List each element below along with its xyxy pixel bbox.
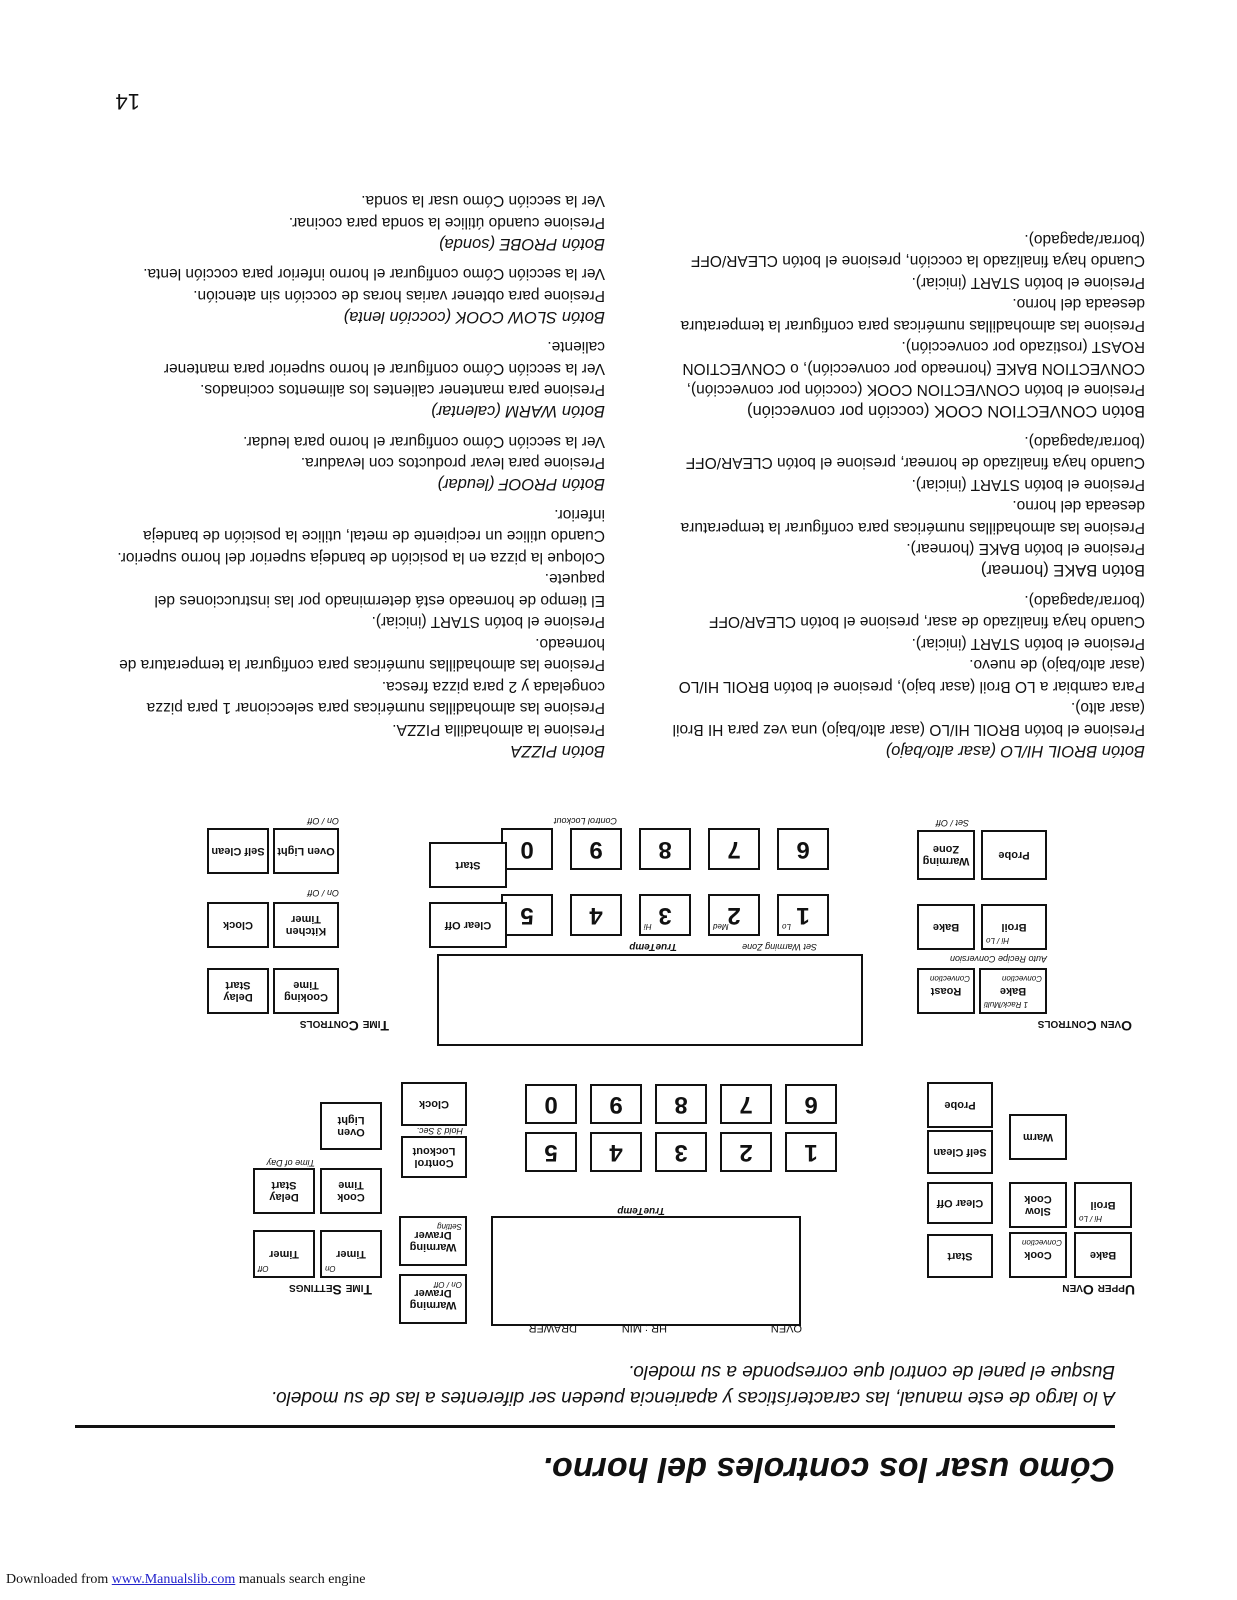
digit-c-key-2[interactable] xyxy=(639,894,691,936)
left-column xyxy=(655,229,1145,771)
section-line: Presione para obtener varias horas de cocción sin atención. xyxy=(193,287,605,304)
convection-roast-label: Roast xyxy=(930,985,962,997)
digit-b-key-0[interactable] xyxy=(785,1084,837,1124)
digit-a-digit: 3 xyxy=(674,1139,688,1166)
on-off-caption: On / Off xyxy=(307,888,339,898)
bake-key-2[interactable]: Bake xyxy=(917,904,975,950)
section-line: Cuando haya finalizado de asar, presione el botón CLEAR/OFF (borrar/apagado). xyxy=(709,592,1145,631)
digit-b-key-1[interactable] xyxy=(720,1084,772,1124)
clear-off-key-2[interactable]: Clear Off xyxy=(429,902,507,948)
digit-a-key-2[interactable] xyxy=(655,1132,707,1172)
digit-a-digit: 4 xyxy=(609,1139,623,1166)
self-clean-key[interactable]: Self Clean xyxy=(927,1130,993,1174)
set-off-caption: Set / Off xyxy=(935,818,969,828)
section-line: Presione el botón BROIL HI/LO (asar alto/bajo) una vez para HI Broil (asar alto). xyxy=(672,699,1145,738)
right-column xyxy=(115,190,605,770)
digit-a-key-4[interactable] xyxy=(525,1132,577,1172)
digit-b-digit: 7 xyxy=(739,1091,753,1118)
section-line: Presione las almohadillas numéricas para configurar la temperatura de horneado. xyxy=(119,635,605,674)
section-line: Coloque la pizza en la posición de bandeja superior del horno superior. Cuando utilice un recipiente de metal, utilice la posición de bandeja inferior. xyxy=(117,506,605,566)
broil-sub-2: Hi / Lo xyxy=(986,936,1010,945)
digit-a-digit: 5 xyxy=(544,1139,558,1166)
digit-b-digit: 0 xyxy=(544,1091,558,1118)
digit-a-key-3[interactable] xyxy=(590,1132,642,1172)
footer-link[interactable]: www.Manualslib.com xyxy=(111,1572,236,1587)
broil-label: Broil xyxy=(1090,1199,1116,1211)
page-number: 14 xyxy=(115,89,140,114)
time-of-day: Time of Day xyxy=(266,1158,315,1168)
section-line: Presione el botón START (iniciar). xyxy=(371,613,605,631)
set-warming-zone: Set Warming Zone xyxy=(742,942,817,952)
section-line: Presione las almohadillas numéricas para seleccionar 1 para pizza congelada y 2 para pizza fresca. xyxy=(146,678,605,717)
group-label-time-controls: Time Controls xyxy=(299,1018,389,1034)
convection-bake-sub: 1 Rack/Multi xyxy=(984,1000,1029,1009)
page-title: Cómo usar los controles del horno. xyxy=(542,1450,1115,1488)
timer-off-key[interactable] xyxy=(253,1230,315,1278)
label-hr-min: HR : MIN xyxy=(621,1322,667,1334)
section-line: Cuando haya finalizado de hornear, presione el botón CLEAR/OFF (borrar/apagado). xyxy=(685,433,1145,472)
digit-d-digit: 0 xyxy=(520,836,534,863)
digit-c-key-4[interactable] xyxy=(501,894,553,936)
section-line: Ver la sección Cómo usar la sonda. xyxy=(361,192,605,210)
digit-c-digit: 3 xyxy=(658,902,672,929)
section-heading: Botón BAKE (hornear) xyxy=(980,561,1145,580)
timer-on-key[interactable] xyxy=(320,1230,382,1278)
oven-light-key-2[interactable]: Oven Light xyxy=(273,828,339,874)
warming-drawer-onoff-label: Warming Drawer xyxy=(409,1287,457,1311)
section-heading: Botón PROBE (sonda) xyxy=(439,235,605,253)
digit-c-key-1[interactable] xyxy=(708,894,760,936)
warming-zone-key[interactable]: Warming Zone xyxy=(917,830,975,880)
delay-start-key[interactable]: Delay Start xyxy=(253,1168,315,1214)
digit-b-digit: 9 xyxy=(609,1091,623,1118)
display-window xyxy=(491,1216,801,1326)
group-label-upper-oven: Upper Oven xyxy=(1062,1282,1135,1298)
digit-b-digit: 6 xyxy=(804,1091,818,1118)
section-heading: Botón WARM (calentar) xyxy=(431,402,605,421)
digit-d-digit: 8 xyxy=(658,836,672,863)
label-oven: OVEN xyxy=(770,1322,802,1334)
section-line: Presione las almohadillas numéricas para configurar la temperatura deseada del horno. xyxy=(680,497,1145,536)
timer-on-label: Timer xyxy=(336,1248,366,1260)
section-heading: Botón PROOF (leudar) xyxy=(437,475,605,494)
truetemp-logo: TrueTemp xyxy=(617,1205,665,1216)
warm-key[interactable]: Warm xyxy=(1009,1114,1067,1160)
section-line: Ver la sección Cómo configurar el horno superior para mantener caliente. xyxy=(163,338,605,377)
display-window-2 xyxy=(437,954,863,1046)
digit-c-digit: 1 xyxy=(796,902,810,929)
digit-c-sub: Med xyxy=(713,922,729,931)
digit-c-digit: 4 xyxy=(589,902,603,929)
section-line: Presione cuando útilice la sonda para cocinar. xyxy=(288,214,605,231)
hold-3-sec: Hold 3 Sec. xyxy=(416,1126,463,1136)
timer-off-label: Timer xyxy=(269,1248,299,1260)
digit-a-digit: 2 xyxy=(739,1139,753,1166)
digit-b-key-4[interactable] xyxy=(525,1084,577,1124)
convection-bake-label: Bake xyxy=(999,985,1027,997)
section-heading: Botón BROIL HI/LO (asar alto/bajo) xyxy=(885,742,1145,760)
label-drawer: DRAWER xyxy=(528,1322,577,1334)
digit-d-key-4[interactable] xyxy=(501,828,553,870)
kitchen-timer-key[interactable]: Kitchen Timer xyxy=(273,902,339,948)
section-line: Presione para levar productos con levadura. xyxy=(300,454,605,472)
section-heading: Botón CONVECTION COOK (cocción por convección) xyxy=(747,402,1145,421)
digit-c-sub: Hi xyxy=(644,922,652,931)
digit-b-key-3[interactable] xyxy=(590,1084,642,1124)
intro-text xyxy=(75,1358,1115,1410)
convection-roast-key[interactable] xyxy=(917,968,975,1014)
auto-recipe-conversion: Auto Recipe Conversion xyxy=(949,954,1047,964)
on-off-caption-2: On / Off xyxy=(307,816,339,826)
digit-c-digit: 5 xyxy=(520,902,534,929)
section-line: Presione las almohadillas numéricas para configurar la temperatura deseada del horno. xyxy=(680,295,1145,334)
section-line: Ver la sección Cómo configurar el horno inferior para cocción lenta. xyxy=(143,265,605,283)
convection-cook-key[interactable] xyxy=(1009,1232,1067,1278)
section-line: Presione el botón BAKE (hornear). xyxy=(906,540,1145,558)
intro-line-2: Busque el panel de control que corresponde a su modelo. xyxy=(628,1361,1115,1382)
broil-sub: Hi / Lo xyxy=(1079,1214,1103,1223)
self-clean-key-2[interactable]: Self Clean xyxy=(207,828,269,874)
convection-small: Convection xyxy=(1021,1238,1062,1247)
section-line: Presione para mantener calientes los alimentos cocinados. xyxy=(200,381,605,399)
control-lockout-caption: Control Lockout xyxy=(553,816,617,826)
section-line: Presione la almohadilla PIZZA. xyxy=(392,721,605,738)
section-line: Presione el botón START (iniciar). xyxy=(911,476,1145,493)
intro-line-1: A lo largo de este manual, las características y apariencia pueden ser diferentes a las de su modelo. xyxy=(270,1387,1115,1408)
clock-key[interactable]: Clock xyxy=(401,1082,467,1126)
warming-drawer-onoff-sub: On / Off xyxy=(433,1280,462,1289)
digit-d-key-1[interactable] xyxy=(708,828,760,870)
probe-key[interactable]: Probe xyxy=(927,1082,993,1128)
section-line: Presione el botón START (iniciar). xyxy=(911,635,1145,652)
clear-off-key[interactable]: Clear Off xyxy=(927,1182,993,1224)
convection-bake-top: Convection xyxy=(1001,974,1042,983)
digit-b-key-2[interactable] xyxy=(655,1084,707,1124)
section-line: Presione el botón START (iniciar). xyxy=(911,274,1145,291)
digit-d-digit: 7 xyxy=(727,836,741,863)
start-key[interactable]: Start xyxy=(927,1234,993,1278)
section-line: Cuando haya finalizado la cocción, presione el botón CLEAR/OFF (borrar/apagado). xyxy=(690,231,1145,270)
digit-a-key-0[interactable] xyxy=(785,1132,837,1172)
broil-hi-lo-key[interactable] xyxy=(1074,1182,1132,1228)
digit-c-digit: 2 xyxy=(727,902,741,929)
broil-label-2: Broil xyxy=(1001,921,1027,933)
section-line: Ver la sección Cómo configurar el horno para leudar. xyxy=(243,433,605,450)
bake-key[interactable]: Bake xyxy=(1074,1232,1132,1278)
digit-d-digit: 6 xyxy=(796,836,810,863)
slow-cook-key[interactable]: Slow Cook xyxy=(1009,1182,1067,1228)
warming-drawer-setting-key[interactable] xyxy=(399,1216,467,1266)
timer-on-sub: On xyxy=(325,1264,336,1273)
timer-off-sub: Off xyxy=(258,1264,269,1273)
digit-a-key-1[interactable] xyxy=(720,1132,772,1172)
section-line: El tiempo de horneado está determinado por las instrucciones del paquete. xyxy=(154,570,605,609)
warming-drawer-setting-sub: Setting xyxy=(437,1222,462,1231)
warming-drawer-setting-label: Warming Drawer xyxy=(409,1229,457,1253)
group-label-time-settings: Time Settings xyxy=(289,1282,372,1298)
section-heading: Botón SLOW COOK (cocción lenta) xyxy=(343,308,605,326)
control-lockout-key[interactable]: Control Lockout xyxy=(401,1136,467,1178)
digit-c-sub: Lo xyxy=(782,922,791,931)
digit-d-digit: 9 xyxy=(589,836,603,863)
digit-c-key-0[interactable] xyxy=(777,894,829,936)
start-key-2[interactable]: Start xyxy=(429,842,507,888)
digit-d-key-3[interactable] xyxy=(570,828,622,870)
group-label-oven-controls: Oven Controls xyxy=(1037,1018,1132,1034)
digit-c-key-3[interactable] xyxy=(570,894,622,936)
convection-bake-key[interactable] xyxy=(979,968,1047,1014)
broil-hi-lo-key-2[interactable] xyxy=(981,904,1047,950)
footer-suffix: manuals search engine xyxy=(235,1572,366,1587)
section-line: Presione el botón CONVECTION COOK (cocción por convección), CONVECTION BAKE (horneado por convección), o CONVECTION ROAST (rostizado por convección). xyxy=(682,338,1145,399)
footer-prefix: Downloaded from xyxy=(6,1572,112,1587)
delay-start-key-2[interactable]: Delay Start xyxy=(207,968,269,1014)
digit-d-key-2[interactable] xyxy=(639,828,691,870)
truetemp-logo-2: TrueTemp xyxy=(629,941,677,952)
clock-key-2[interactable]: Clock xyxy=(207,902,269,948)
digit-d-key-0[interactable] xyxy=(777,828,829,870)
section-line: Para cambiar a LO Broil (asar bajo), presione el botón BROIL HI/LO (asar alto/bajo) de nuevo. xyxy=(678,656,1145,695)
oven-light-key[interactable]: Oven Light xyxy=(320,1102,382,1150)
section-heading: Botón PIZZA xyxy=(510,742,605,760)
convection-roast-top: Convection xyxy=(929,974,970,983)
cook-time-key[interactable]: Cook Time xyxy=(320,1168,382,1214)
digit-b-digit: 8 xyxy=(674,1091,688,1118)
cooking-time-key[interactable]: Cooking Time xyxy=(273,968,339,1014)
title-rule xyxy=(75,1425,1115,1428)
download-footer xyxy=(6,1572,366,1588)
convection-cook-label: Cook xyxy=(1024,1249,1052,1261)
probe-key-2[interactable]: Probe xyxy=(981,830,1047,880)
digit-a-digit: 1 xyxy=(804,1139,818,1166)
warming-drawer-onoff-key[interactable] xyxy=(399,1274,467,1324)
